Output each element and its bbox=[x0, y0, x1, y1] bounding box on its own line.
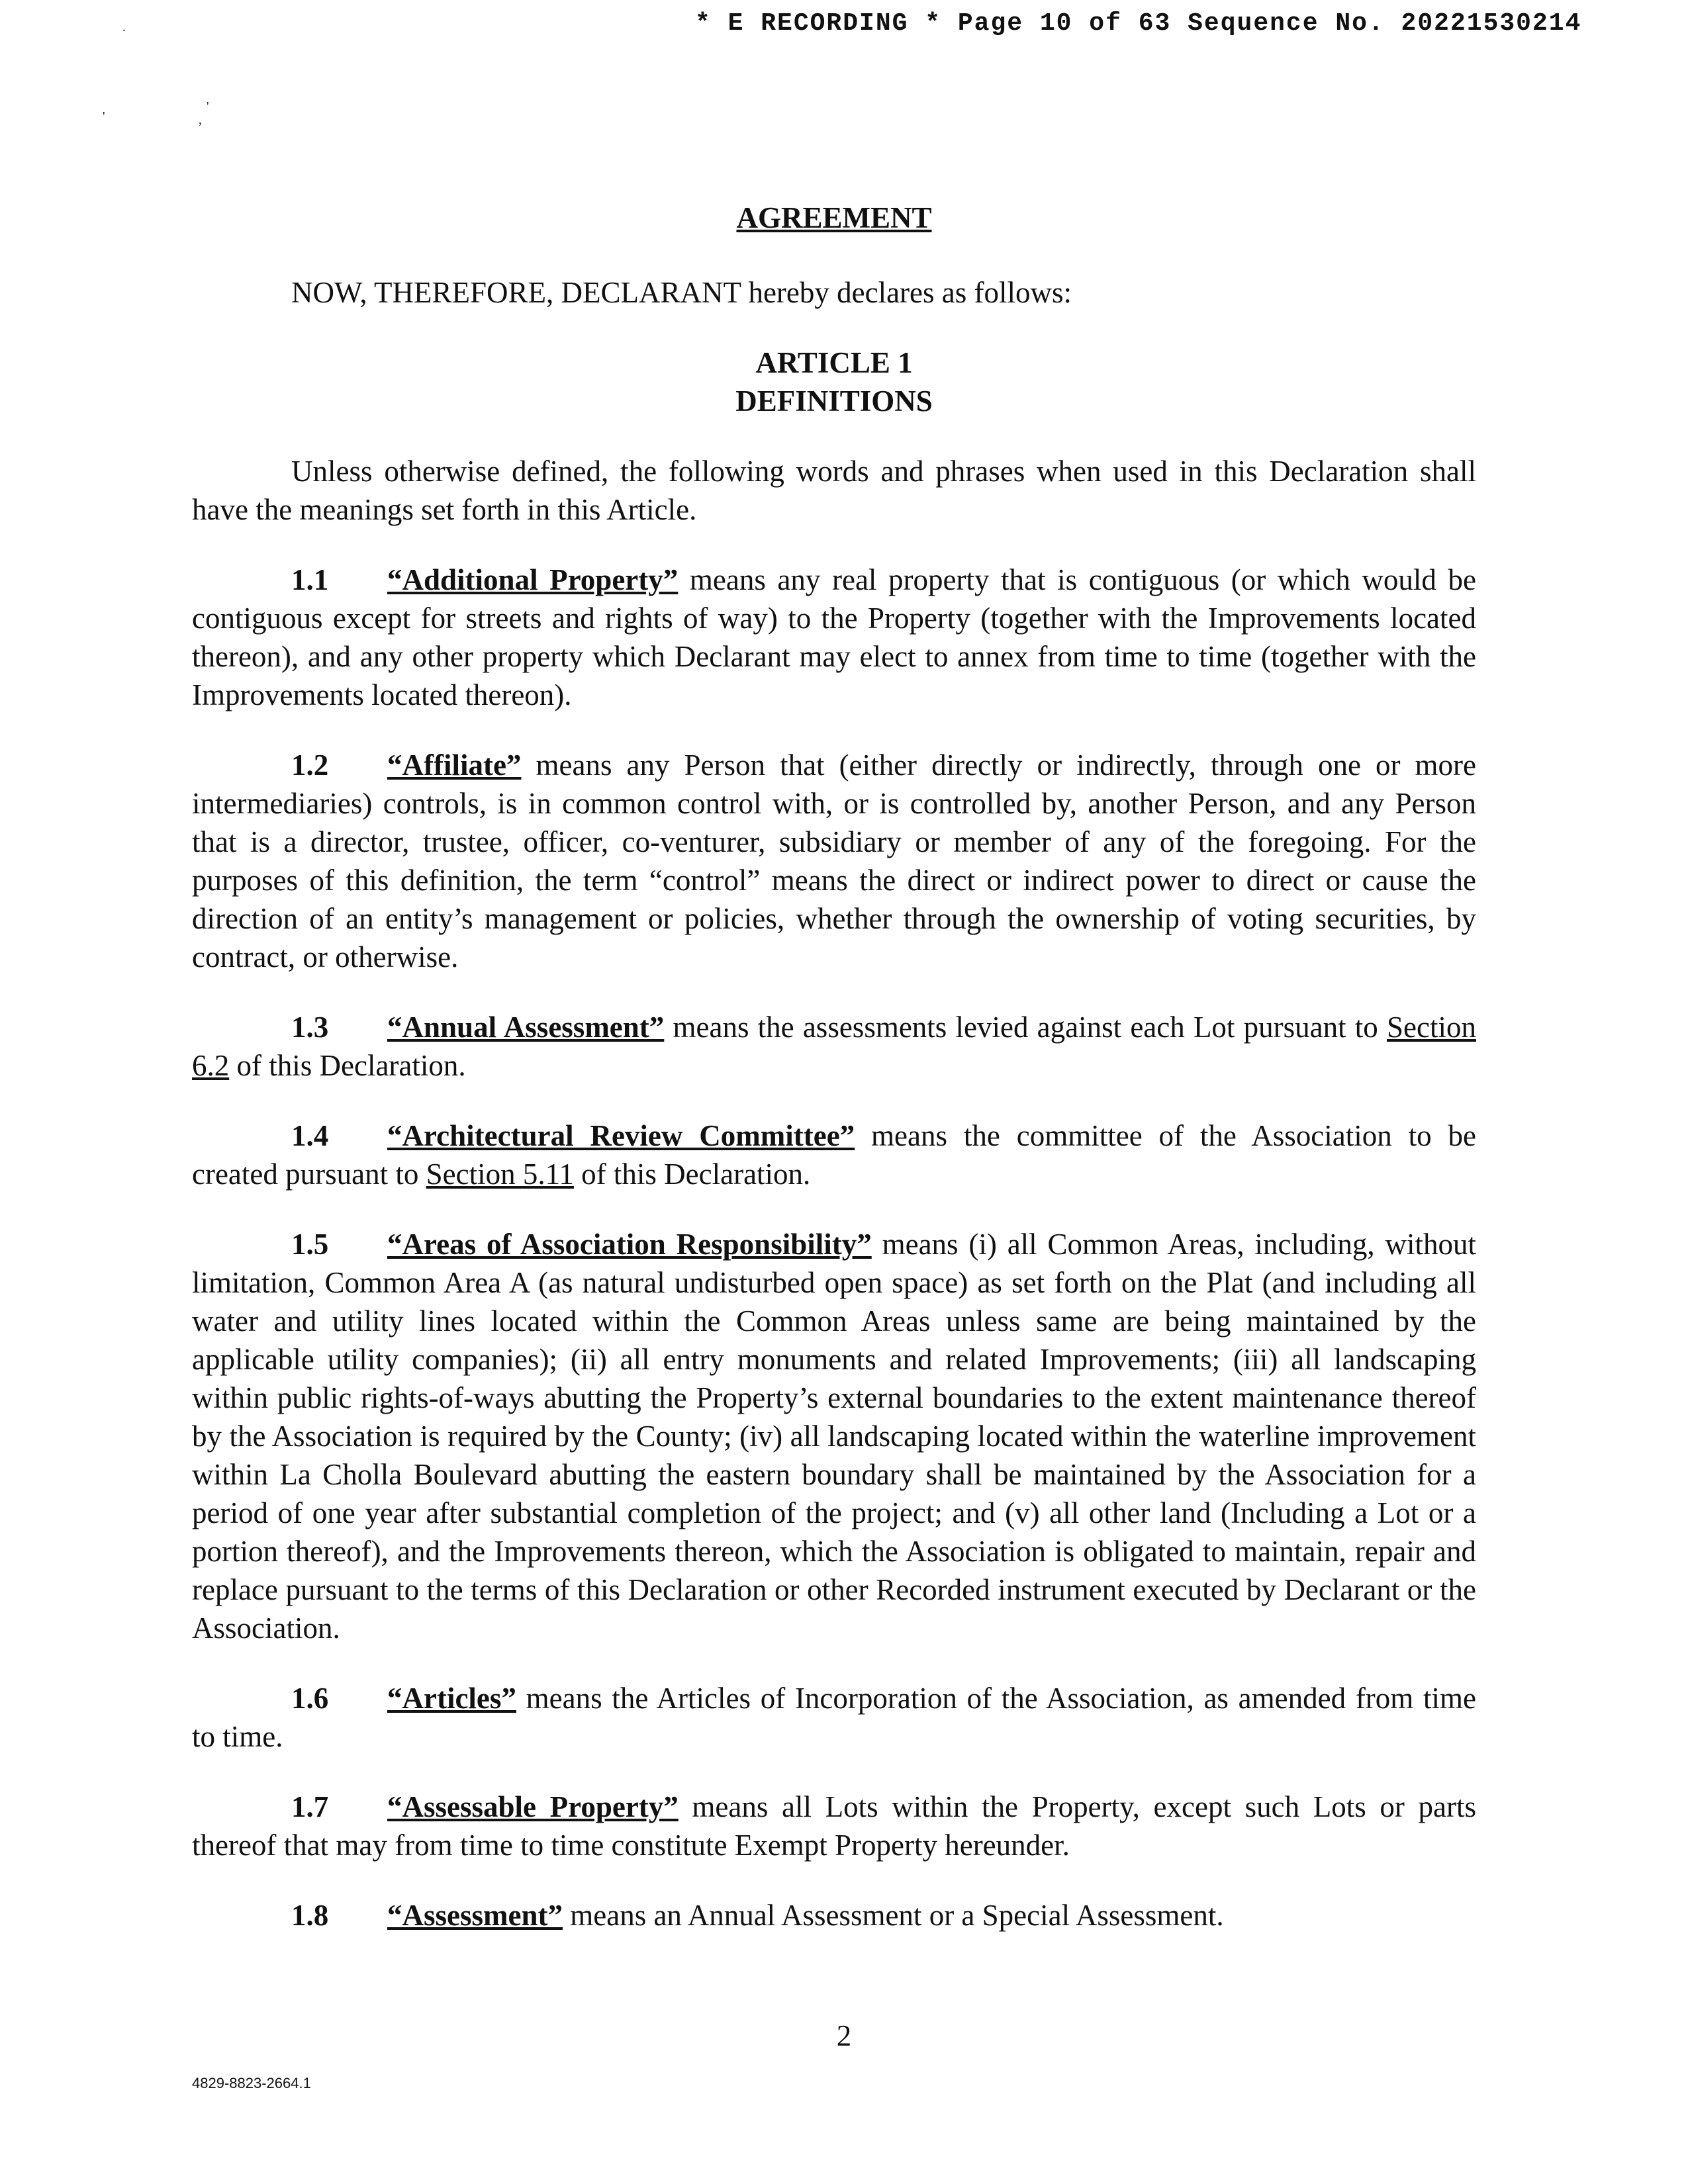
defined-term: “Assessment” bbox=[387, 1899, 563, 1932]
section-reference: Section 6.2 bbox=[192, 1011, 1476, 1082]
intro-statement: NOW, THEREFORE, DECLARANT hereby declares as follows: bbox=[291, 276, 1072, 309]
definition-1-6 bbox=[192, 1679, 1476, 1756]
document-id: 4829-8823-2664.1 bbox=[192, 2075, 311, 2091]
section-number: 1.2 bbox=[291, 749, 329, 782]
definition-1-2 bbox=[192, 746, 1476, 976]
recording-stamp-header: * E RECORDING * Page 10 of 63 Sequence No. 20221530214 bbox=[695, 9, 1582, 38]
defined-term: “Annual Assessment” bbox=[387, 1011, 665, 1044]
definition-text: means the committee of the Association to be created pursuant to bbox=[192, 1119, 1476, 1191]
definition-text-tail: of this Declaration. bbox=[229, 1049, 466, 1082]
definition-text: means an Annual Assessment or a Special Assessment. bbox=[563, 1899, 1224, 1932]
section-number: 1.7 bbox=[291, 1790, 329, 1823]
definition-1-4 bbox=[192, 1116, 1476, 1193]
definition-text-tail: of this Declaration. bbox=[573, 1158, 811, 1191]
section-number: 1.6 bbox=[291, 1682, 329, 1715]
section-number: 1.4 bbox=[291, 1119, 329, 1152]
definition-text: means the Articles of Incorporation of the Association, as amended from time to time. bbox=[192, 1682, 1476, 1753]
definition-1-1 bbox=[192, 561, 1476, 714]
section-number: 1.3 bbox=[291, 1011, 329, 1044]
definition-text: means all Lots within the Property, except such Lots or parts thereof that may from time to time constitute Exempt Property hereunder. bbox=[192, 1790, 1476, 1862]
article-title: DEFINITIONS bbox=[735, 385, 933, 418]
scan-speck: ' bbox=[103, 109, 105, 124]
page-number: 2 bbox=[836, 2019, 852, 2052]
defined-term: “Assessable Property” bbox=[387, 1790, 679, 1823]
defined-term: “Articles” bbox=[387, 1682, 516, 1715]
section-number: 1.8 bbox=[291, 1899, 329, 1932]
preamble-paragraph: Unless otherwise defined, the following words and phrases when used in this Declaration shall have the meanings set forth in this Article. bbox=[192, 455, 1476, 526]
definition-text: means any Person that (either directly or indirectly, through one or more intermediaries) controls, is in common control with, or is controlled by, another Person, and any Person that is a director, trustee, officer, co-venturer, subsidiary or member of any of the foregoing. For the purposes of this definition, the term “control” means the direct or indirect power to direct or cause the direction of an entity’s management or policies, whether through the ownership of voting securities, by contract, or otherwise. bbox=[192, 749, 1476, 974]
defined-term: “Areas of Association Responsibility” bbox=[387, 1228, 872, 1261]
article-number: ARTICLE 1 bbox=[755, 346, 913, 379]
defined-term: “Additional Property” bbox=[387, 563, 679, 596]
definition-text: means (i) all Common Areas, including, without limitation, Common Area A (as natural undisturbed open space) as set forth on the Plat (and including all water and utility lines located within the Common Areas unless same are being maintained by the applicable utility companies); (ii) all entry monuments and related Improvements; (iii) all landscaping within public rights-of-ways abutting the Property’s external boundaries to the extent maintenance thereof by the Association is required by the County; (iv) all landscaping located within the waterline improvement within La Cholla Boulevard abutting the eastern boundary shall be maintained by the Association for a period of one year after substantial completion of the project; and (v) all other land (Including a Lot or a portion thereof), and the Improvements thereon, which the Association is obligated to maintain, repair and replace pursuant to the terms of this Declaration or other Recorded instrument executed by Declarant or the Association. bbox=[192, 1228, 1476, 1645]
definition-1-7 bbox=[192, 1788, 1476, 1864]
defined-term: “Affiliate” bbox=[387, 749, 522, 782]
scan-speck: . bbox=[122, 20, 126, 34]
definition-1-5 bbox=[192, 1225, 1476, 1647]
definition-text: means any real property that is contiguous (or which would be contiguous except for streets and rights of way) to the Property (together with the Improvements located thereon), and any other property which Declarant may elect to annex from time to time (together with the Improvements located thereon). bbox=[192, 563, 1476, 711]
definition-text: means the assessments levied against each Lot pursuant to bbox=[664, 1011, 1387, 1044]
scan-speck: , bbox=[199, 113, 202, 127]
section-number: 1.1 bbox=[291, 563, 329, 596]
document-title: AGREEMENT bbox=[736, 201, 932, 234]
definition-1-3 bbox=[192, 1008, 1476, 1085]
section-number: 1.5 bbox=[291, 1228, 329, 1261]
article-heading bbox=[192, 343, 1476, 420]
definition-1-8 bbox=[192, 1896, 1476, 1934]
defined-term: “Architectural Review Committee” bbox=[387, 1119, 855, 1152]
section-reference: Section 5.11 bbox=[426, 1158, 574, 1191]
scan-speck: ' bbox=[207, 99, 209, 114]
document-body bbox=[192, 199, 1476, 1966]
